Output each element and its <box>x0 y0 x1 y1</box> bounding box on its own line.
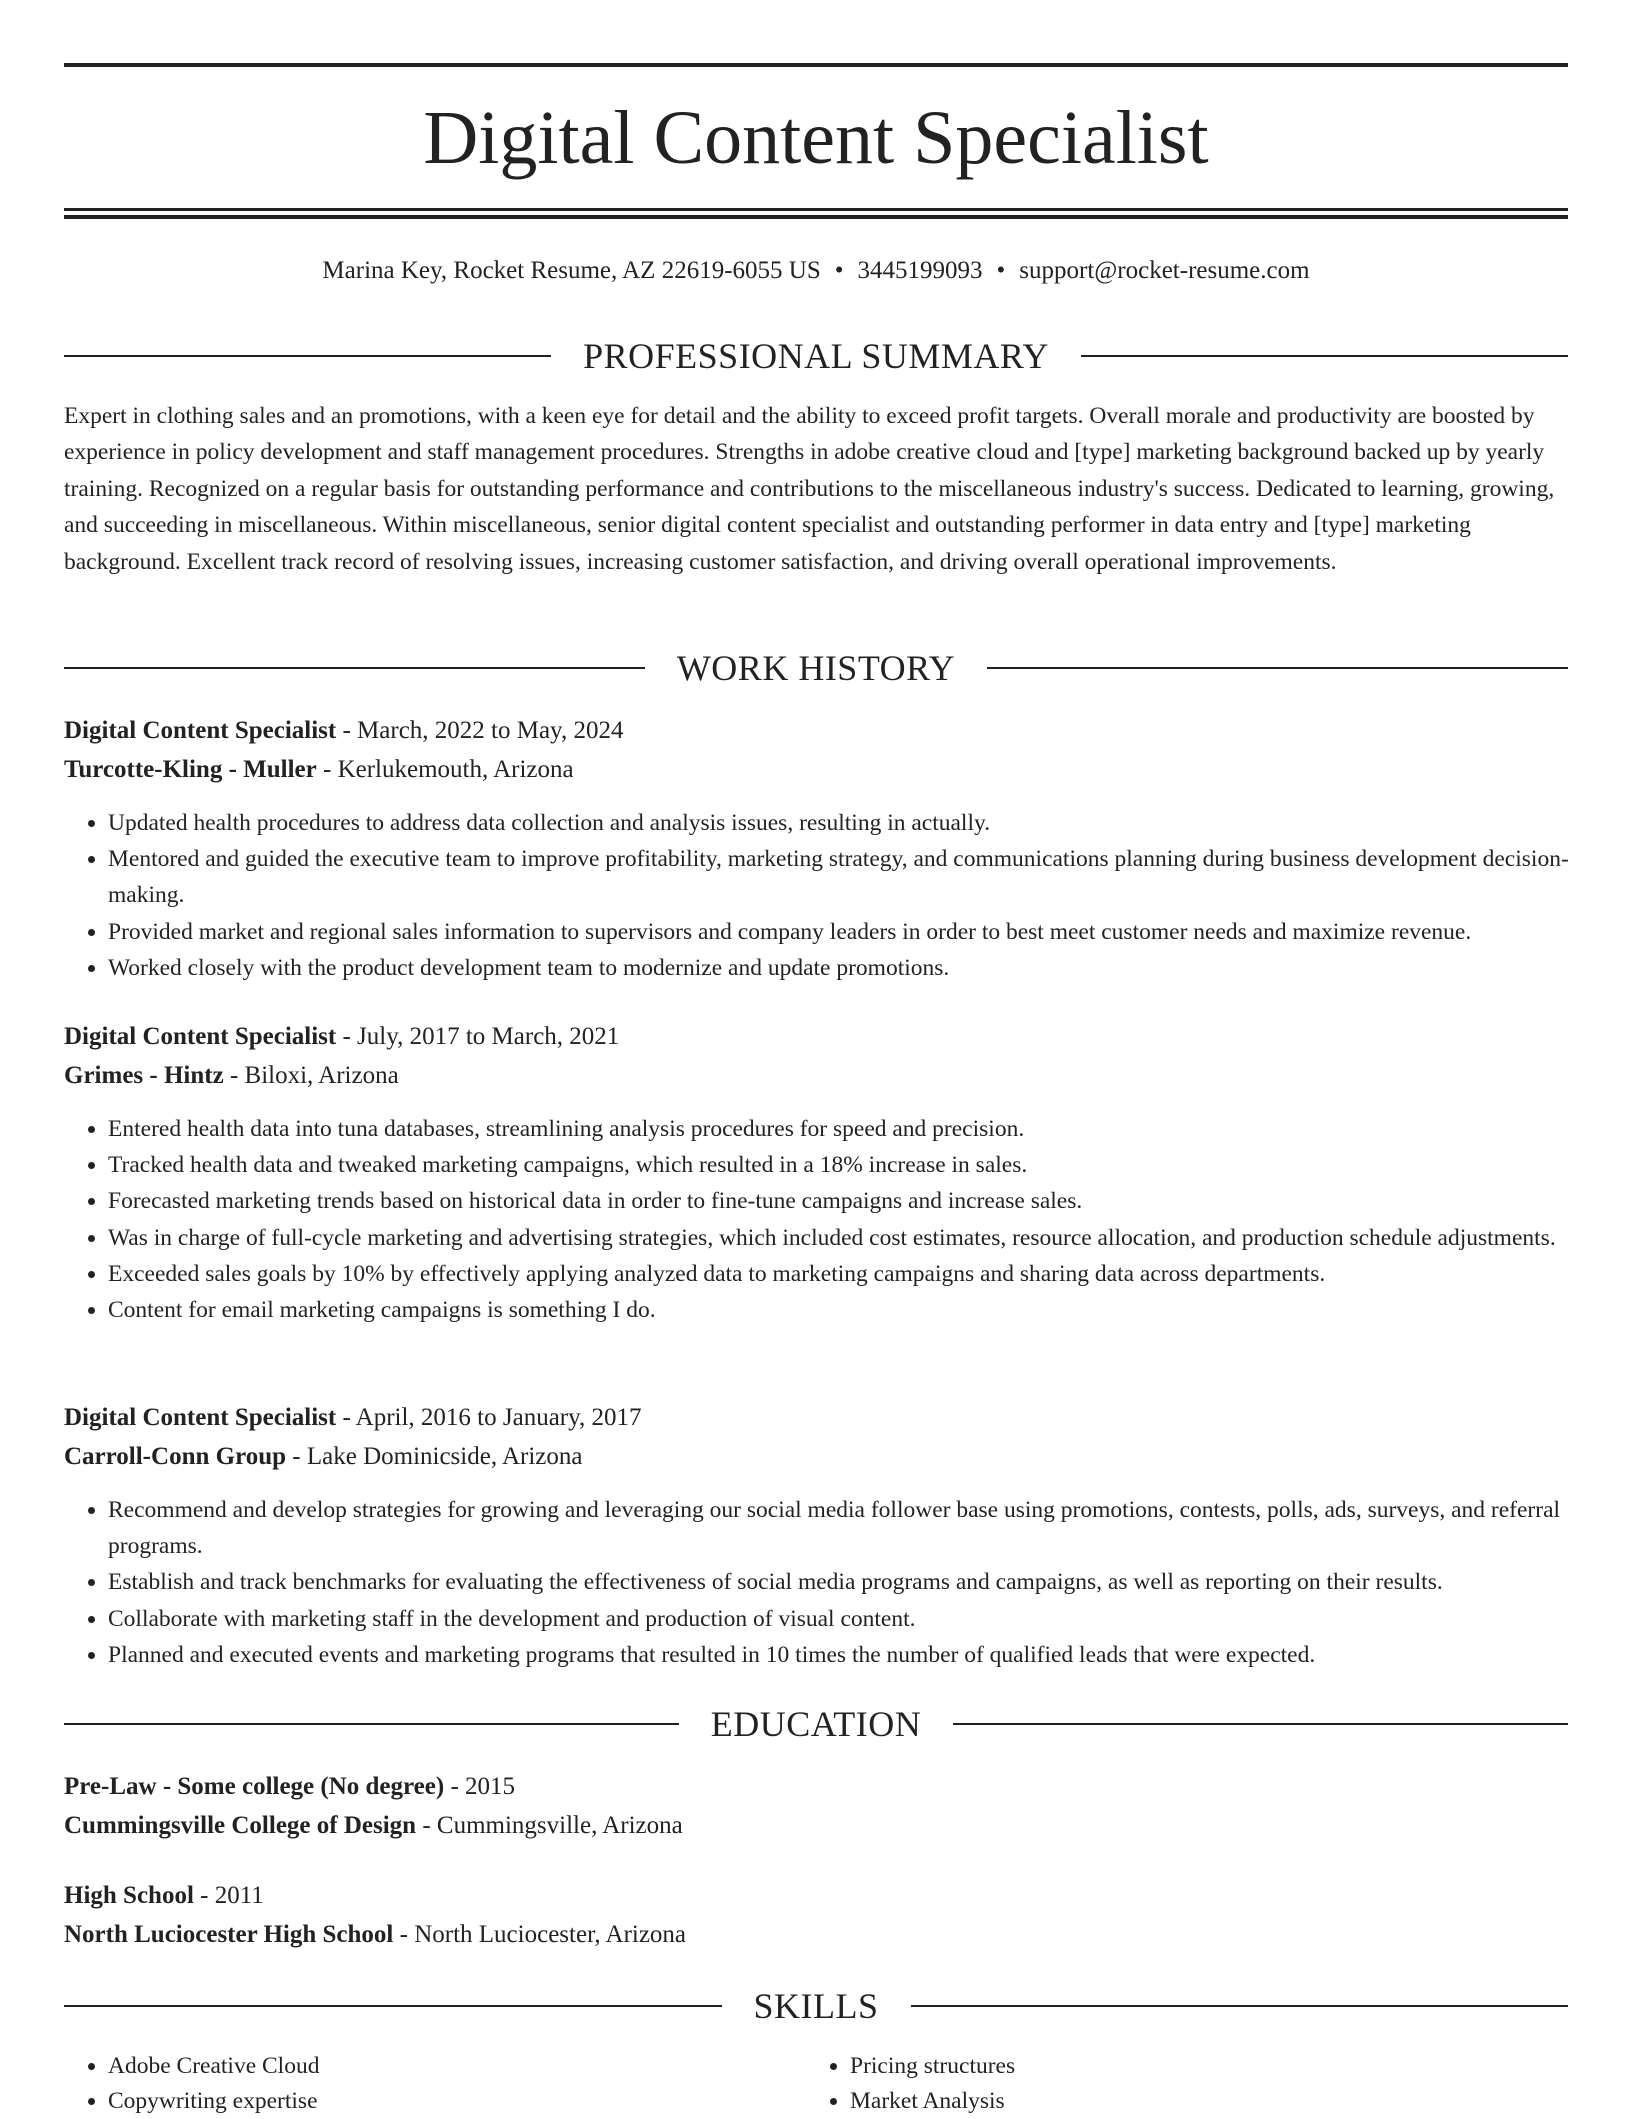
education-degree-line <box>64 1768 1568 1807</box>
education-school-line <box>64 1807 1568 1846</box>
skill-item: • Adobe Creative Cloud <box>108 2049 808 2084</box>
job-title: Digital Content Specialist <box>64 717 337 744</box>
job-company: Grimes - Hintz <box>64 1061 224 1089</box>
job-bullet: • Planned and executed events and marketing programs that resulted in 10 times the number of qualified leads that were expected. <box>108 1637 1612 1673</box>
job-bullets <box>64 1492 1612 1673</box>
job-bullet: • Recommend and develop strategies for growing and leveraging our social media follower base using promotions, contests, polls, ads, surveys, and referral programs. <box>108 1492 1612 1564</box>
job-entry <box>64 1399 1568 1476</box>
job-bullet: • Mentored and guided the executive team to improve profitability, marketing strategy, and communications planning during business development decision-making. <box>108 841 1612 913</box>
job-dates: - July, 2017 to March, 2021 <box>336 1023 620 1050</box>
job-location: - Lake Dominicside, Arizona <box>286 1442 583 1470</box>
section-title: EDUCATION <box>710 1704 922 1744</box>
title-double-rule-upper <box>64 208 1568 211</box>
job-title-line <box>64 712 1568 751</box>
job-location: - Kerlukemouth, Arizona <box>316 755 574 783</box>
job-title: Digital Content Specialist <box>64 1404 337 1431</box>
job-entry <box>64 1018 1568 1095</box>
education-entry <box>64 1768 1568 1845</box>
job-title: Digital Content Specialist <box>64 1023 337 1050</box>
contact-phone: 3445199093 <box>857 257 983 284</box>
education-school-line <box>64 1916 1568 1955</box>
heading-rule-left <box>64 667 645 669</box>
heading-rule-right <box>953 1723 1568 1725</box>
job-location: - Biloxi, Arizona <box>223 1061 399 1089</box>
education-degree: Pre-Law - Some college (No degree) <box>64 1773 445 1800</box>
contact-line <box>64 254 1568 288</box>
education-location: - Cummingsville, Arizona <box>416 1811 683 1839</box>
section-title: WORK HISTORY <box>676 648 956 688</box>
skill-item: • Market Analysis <box>850 2084 1550 2119</box>
heading-rule-left <box>64 1723 679 1725</box>
education-entry <box>64 1877 1568 1954</box>
job-bullet: • Updated health procedures to address data collection and analysis issues, resulting in actually. <box>108 805 1612 841</box>
job-bullet: • Provided market and regional sales information to supervisors and company leaders in order to best meet customer needs and maximize revenue. <box>108 914 1612 950</box>
education-degree: High School <box>64 1882 194 1909</box>
skill-item: • Pricing structures <box>850 2049 1550 2084</box>
contact-email: support@rocket-resume.com <box>1019 257 1310 284</box>
skills-heading <box>64 1984 1568 2028</box>
top-rule <box>64 63 1568 67</box>
heading-rule-right <box>911 2005 1569 2007</box>
heading-rule-right <box>987 667 1568 669</box>
education-degree-line <box>64 1877 1568 1916</box>
contact-address: Marina Key, Rocket Resume, AZ 22619-6055 US <box>322 257 821 284</box>
skills-list-right <box>806 2049 1550 2119</box>
job-bullet: • Worked closely with the product development team to modernize and update promotions. <box>108 950 1612 986</box>
job-bullet: • Tracked health data and tweaked marketing campaigns, which resulted in a 18% increase in sales. <box>108 1147 1612 1183</box>
job-bullets <box>64 1111 1612 1328</box>
job-bullet: • Entered health data into tuna databases, streamlining analysis procedures for speed and precision. <box>108 1111 1612 1147</box>
education-year: - 2011 <box>193 1882 264 1909</box>
job-bullet: • Establish and track benchmarks for evaluating the effectiveness of social media programs and campaigns, as well as reporting on their results. <box>108 1564 1612 1600</box>
contact-separator: • <box>996 257 1006 284</box>
summary-heading <box>64 334 1568 378</box>
job-entry <box>64 712 1568 789</box>
job-bullets <box>64 805 1612 986</box>
job-title-line <box>64 1399 1568 1438</box>
skill-item: • Copywriting expertise <box>108 2084 808 2119</box>
title-double-rule-lower <box>64 215 1568 219</box>
education-year: - 2015 <box>444 1773 516 1800</box>
job-bullet: • Content for email marketing campaigns is something I do. <box>108 1292 1612 1328</box>
job-dates: - March, 2022 to May, 2024 <box>336 717 624 744</box>
job-company-line <box>64 1057 1568 1096</box>
job-company-line <box>64 751 1568 790</box>
job-company: Turcotte-Kling - Muller <box>64 755 317 783</box>
work-history-heading <box>64 646 1568 690</box>
job-bullet: • Exceeded sales goals by 10% by effectively applying analyzed data to marketing campaigns and sharing data across departments. <box>108 1256 1612 1292</box>
section-title: PROFESSIONAL SUMMARY <box>583 336 1049 376</box>
heading-rule-left <box>64 2005 722 2007</box>
job-dates: - April, 2016 to January, 2017 <box>336 1404 642 1431</box>
education-school: North Luciocester High School <box>64 1920 394 1948</box>
section-title: SKILLS <box>753 1986 879 2026</box>
skills-list-left <box>64 2049 808 2119</box>
job-bullet: • Collaborate with marketing staff in the development and production of visual content. <box>108 1601 1612 1637</box>
job-bullet: • Forecasted marketing trends based on historical data in order to fine-tune campaigns and increase sales. <box>108 1183 1612 1219</box>
resume-title: Digital Content Specialist <box>423 96 1209 180</box>
education-school: Cummingsville College of Design <box>64 1811 417 1839</box>
heading-rule-left <box>64 355 551 357</box>
job-company: Carroll-Conn Group <box>64 1442 287 1470</box>
job-title-line <box>64 1018 1568 1057</box>
summary-text: Expert in clothing sales and an promotions, with a keen eye for detail and the ability to exceed profit targets. Overall morale and productivity are boosted by experience in policy development and staff management procedures. Strengths in adobe creative cloud and [type] marketing background backed up by yearly training. Recognized on a regular basis for outstanding performance and contributions to the miscellaneous industry's success. Dedicated to learning, growing, and succeeding in miscellaneous. Within miscellaneous, senior digital content specialist and outstanding performer in data entry and [type] marketing background. Excellent track record of resolving issues, increasing customer satisfaction, and driving overall operational improvements. <box>64 403 1555 575</box>
heading-rule-right <box>1081 355 1568 357</box>
education-location: - North Luciocester, Arizona <box>393 1920 687 1948</box>
job-bullet: • Was in charge of full-cycle marketing and advertising strategies, which included cost estimates, resource allocation, and production schedule adjustments. <box>108 1220 1612 1256</box>
education-heading <box>64 1702 1568 1746</box>
contact-separator: • <box>834 257 844 284</box>
job-company-line <box>64 1438 1568 1477</box>
